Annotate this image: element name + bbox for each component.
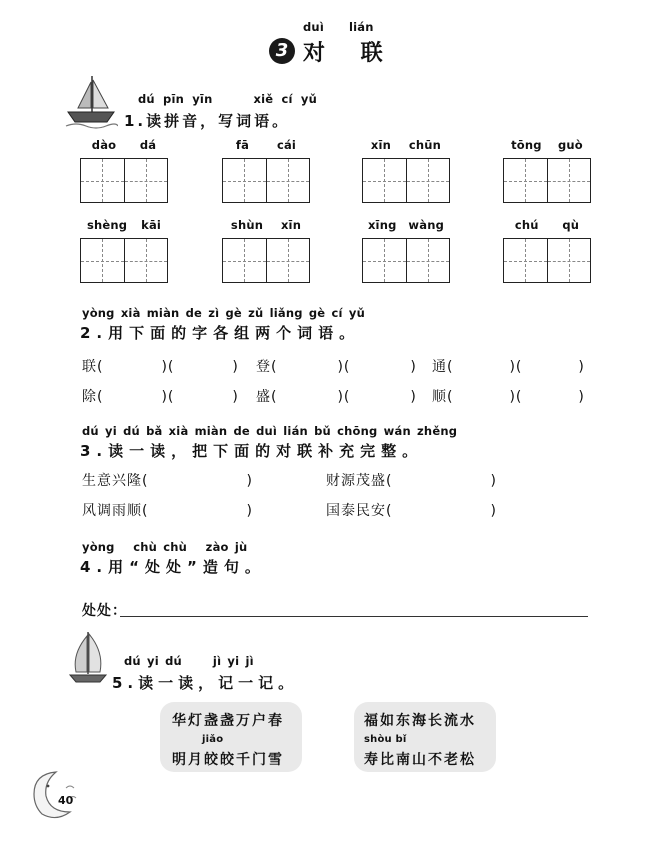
writing-grid[interactable] bbox=[80, 158, 168, 203]
sailboat-icon bbox=[64, 628, 110, 688]
couplet-line: 寿比南山不老松 bbox=[364, 752, 476, 768]
q3-item-1[interactable]: 生意兴隆( ) bbox=[82, 473, 253, 489]
couplet-line: 福如东海长流水 bbox=[364, 713, 476, 729]
q2-row-2: 除( )( ) 盛( )( ) 顺( )( ) bbox=[82, 389, 585, 405]
couplet-card-2 bbox=[354, 702, 496, 772]
title-pinyin-1: duì bbox=[303, 20, 324, 34]
q2-label: 2.用下面的字各组两个词语。 bbox=[80, 324, 361, 342]
q4-pinyin: yòng chù chù zào jù bbox=[82, 540, 248, 554]
page-number: 40 bbox=[58, 794, 74, 807]
writing-grid[interactable] bbox=[503, 158, 591, 203]
word-box-2: fā cái bbox=[222, 138, 310, 203]
writing-grid[interactable] bbox=[362, 238, 450, 283]
word-box-8: chú qù bbox=[503, 218, 591, 283]
q2-char: 联 bbox=[82, 359, 97, 375]
q2-char: 除 bbox=[82, 389, 97, 405]
page-title: 对 联 bbox=[303, 41, 397, 66]
q4-prefix: 处处： bbox=[82, 603, 127, 619]
q2-char: 登 bbox=[256, 359, 271, 375]
couplet-line: 华灯盏盏万户春 bbox=[172, 713, 284, 729]
q3-label: 3.读一读，把下面的对联补充完整。 bbox=[80, 442, 424, 460]
pinyin-annotation: jiǎo bbox=[202, 734, 224, 745]
q3-item-3[interactable]: 风调雨顺( ) bbox=[82, 503, 253, 519]
q1-label: 1.读拼音，写词语。 bbox=[124, 112, 291, 130]
writing-grid[interactable] bbox=[362, 158, 450, 203]
q3-item-2[interactable]: 财源茂盛( ) bbox=[326, 473, 497, 489]
q2-char: 通 bbox=[432, 359, 447, 375]
word-box-1: dào dá bbox=[80, 138, 168, 203]
writing-grid[interactable] bbox=[80, 238, 168, 283]
q2-char: 盛 bbox=[256, 389, 271, 405]
writing-grid[interactable] bbox=[222, 238, 310, 283]
q2-char: 顺 bbox=[432, 389, 447, 405]
q4-label: 4.用“处处”造句。 bbox=[80, 558, 266, 576]
couplet-line: 明月皎皎千门雪 bbox=[172, 752, 284, 768]
q5-pinyin: dú yi dú jì yi jì bbox=[124, 654, 254, 668]
word-box-4: tōng guò bbox=[503, 138, 591, 203]
couplet-card-1 bbox=[160, 702, 302, 772]
writing-grid[interactable] bbox=[222, 158, 310, 203]
q1-pinyin: dú pīn yīn xiě cí yǔ bbox=[138, 92, 317, 106]
answer-line[interactable] bbox=[120, 616, 588, 617]
q2-row-1: 联( )( ) 登( )( ) 通( )( ) bbox=[82, 359, 585, 375]
title-pinyin-2: lián bbox=[349, 20, 374, 34]
q3-item-4[interactable]: 国泰民安( ) bbox=[326, 503, 497, 519]
word-box-6: shùn xīn bbox=[222, 218, 310, 283]
pinyin-annotation: shòu bǐ bbox=[364, 734, 407, 745]
word-box-7: xīng wàng bbox=[362, 218, 450, 283]
q2-pinyin: yòng xià miàn de zì gè zǔ liǎng gè cí yǔ bbox=[82, 306, 365, 320]
writing-grid[interactable] bbox=[503, 238, 591, 283]
word-box-5: shèng kāi bbox=[80, 218, 168, 283]
moon-mascot-icon bbox=[26, 768, 84, 820]
q3-pinyin: dú yi dú bǎ xià miàn de duì lián bǔ chōng wán zhěng bbox=[82, 424, 458, 438]
sailboat-icon bbox=[64, 72, 118, 130]
q5-label: 5.读一读，记一记。 bbox=[112, 674, 299, 692]
word-box-3: xīn chūn bbox=[362, 138, 450, 203]
lesson-number-badge: 3 bbox=[269, 38, 295, 64]
